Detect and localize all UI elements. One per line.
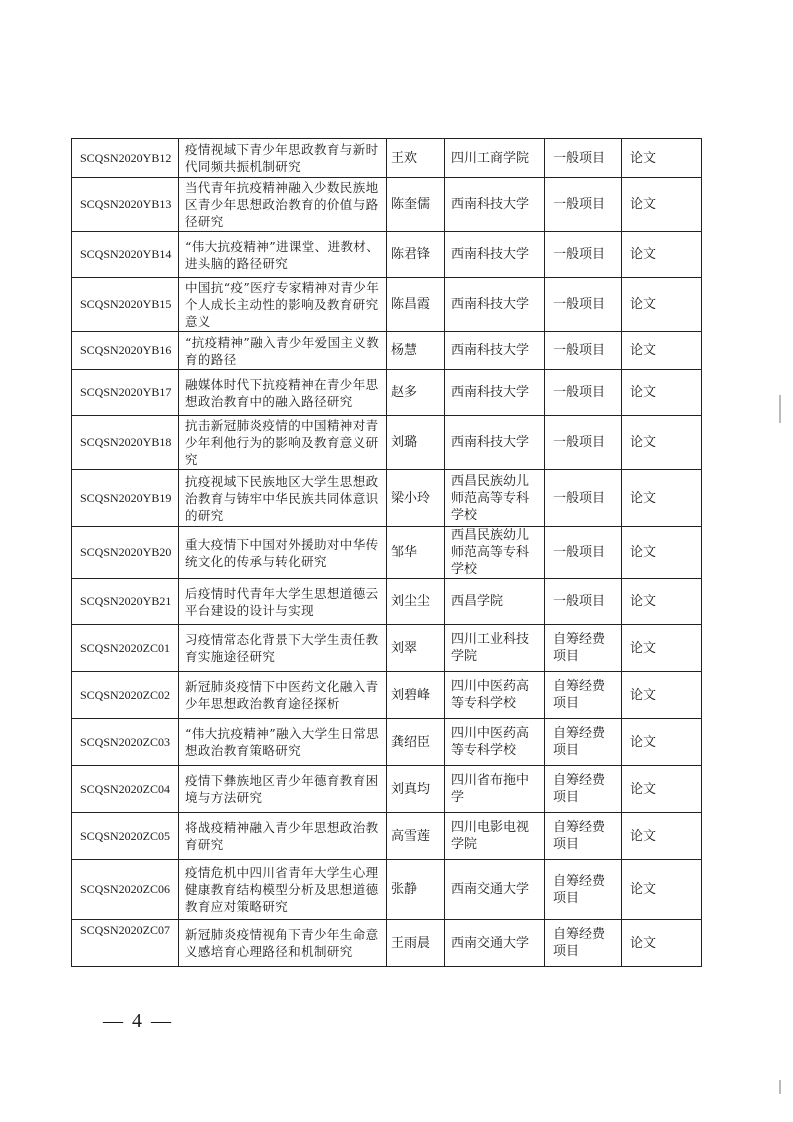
row-type: 论文 [622,416,702,470]
row-institution: 四川工商学院 [445,139,545,178]
table-row [72,178,702,232]
table-row [72,332,702,370]
row-code: SCQSN2020YB20 [72,527,179,579]
row-code: SCQSN2020ZC07 [72,920,179,967]
row-title: 中国抗“疫”医疗专家精神对青少年个人成长主动性的影响及教育研究意义 [179,278,387,332]
row-institution: 西南交通大学 [445,920,545,967]
row-institution: 西南科技大学 [445,278,545,332]
row-name: 邹华 [387,527,445,579]
row-code: SCQSN2020ZC03 [72,719,179,766]
row-title: “伟大抗疫精神”进课堂、进教材、进头脑的路径研究 [179,232,387,278]
row-title: 融媒体时代下抗疫精神在青少年思想政治教育中的融入路径研究 [179,370,387,416]
row-category: 一般项目 [545,370,622,416]
row-code: SCQSN2020ZC05 [72,813,179,860]
row-type: 论文 [622,527,702,579]
row-name: 刘璐 [387,416,445,470]
row-name: 刘真均 [387,766,445,813]
row-code: SCQSN2020YB18 [72,416,179,470]
row-title: 习疫情常态化背景下大学生责任教育实施途径研究 [179,625,387,672]
table-row [72,672,702,719]
row-title: 后疫情时代青年大学生思想道德云平台建设的设计与实现 [179,579,387,625]
row-category: 一般项目 [545,232,622,278]
table-row [72,766,702,813]
row-title: 新冠肺炎疫情下中医药文化融入青少年思想政治教育途径探析 [179,672,387,719]
table-row [72,860,702,920]
row-institution: 四川省布拖中学 [445,766,545,813]
row-code: SCQSN2020ZC02 [72,672,179,719]
row-category: 一般项目 [545,139,622,178]
row-title: “伟大抗疫精神”融入大学生日常思想政治教育策略研究 [179,719,387,766]
row-institution: 四川工业科技学院 [445,625,545,672]
row-institution: 西昌学院 [445,579,545,625]
table-row [72,527,702,579]
row-name: 刘碧峰 [387,672,445,719]
row-type: 论文 [622,278,702,332]
row-name: 张静 [387,860,445,920]
row-title: 重大疫情下中国对外援助对中华传统文化的传承与转化研究 [179,527,387,579]
row-type: 论文 [622,719,702,766]
row-type: 论文 [622,672,702,719]
row-type: 论文 [622,813,702,860]
row-institution: 西南科技大学 [445,178,545,232]
scan-mark [779,1080,781,1094]
row-title: 抗疫视域下民族地区大学生思想政治教育与铸牢中华民族共同体意识的研究 [179,470,387,527]
row-category: 一般项目 [545,178,622,232]
row-type: 论文 [622,232,702,278]
project-table [71,138,702,967]
row-type: 论文 [622,579,702,625]
row-name: 刘翠 [387,625,445,672]
row-institution: 西南科技大学 [445,232,545,278]
row-category: 自筹经费项目 [545,813,622,860]
row-title: 疫情下彝族地区青少年德育教育困境与方法研究 [179,766,387,813]
row-category: 自筹经费项目 [545,719,622,766]
table-row [72,139,702,178]
row-title: 新冠肺炎疫情视角下青少年生命意义感培育心理路径和机制研究 [179,920,387,967]
row-name: 梁小玲 [387,470,445,527]
row-title: 疫情危机中四川省青年大学生心理健康教育结构模型分析及思想道德教育应对策略研究 [179,860,387,920]
row-code: SCQSN2020YB13 [72,178,179,232]
row-type: 论文 [622,625,702,672]
row-category: 一般项目 [545,470,622,527]
row-type: 论文 [622,920,702,967]
table-row [72,470,702,527]
row-name: 赵多 [387,370,445,416]
row-category: 自筹经费项目 [545,625,622,672]
row-institution: 西南科技大学 [445,370,545,416]
row-name: 陈昌霞 [387,278,445,332]
row-code: SCQSN2020YB16 [72,332,179,370]
row-name: 陈君锋 [387,232,445,278]
row-title: “抗疫精神”融入青少年爱国主义教育的路径 [179,332,387,370]
row-name: 高雪莲 [387,813,445,860]
row-institution: 四川中医药高等专科学校 [445,672,545,719]
table-row [72,813,702,860]
row-code: SCQSN2020YB21 [72,579,179,625]
table-row [72,579,702,625]
row-category: 自筹经费项目 [545,672,622,719]
row-type: 论文 [622,178,702,232]
table-row [72,370,702,416]
row-type: 论文 [622,766,702,813]
row-institution: 四川电影电视学院 [445,813,545,860]
row-category: 一般项目 [545,416,622,470]
row-name: 王雨晨 [387,920,445,967]
row-title: 疫情视域下青少年思政教育与新时代同频共振机制研究 [179,139,387,178]
row-title: 将战疫精神融入青少年思想政治教育研究 [179,813,387,860]
page-number: — 4 — [103,1010,173,1032]
row-type: 论文 [622,139,702,178]
row-code: SCQSN2020YB14 [72,232,179,278]
row-code: SCQSN2020ZC04 [72,766,179,813]
table-row [72,920,702,967]
row-institution: 西南科技大学 [445,416,545,470]
project-table-body [72,139,702,967]
table-row [72,278,702,332]
row-name: 杨慧 [387,332,445,370]
row-type: 论文 [622,860,702,920]
row-title: 当代青年抗疫精神融入少数民族地区青少年思想政治教育的价值与路径研究 [179,178,387,232]
row-type: 论文 [622,470,702,527]
row-category: 自筹经费项目 [545,860,622,920]
row-category: 自筹经费项目 [545,920,622,967]
row-institution: 西南科技大学 [445,332,545,370]
row-category: 一般项目 [545,332,622,370]
row-category: 一般项目 [545,278,622,332]
row-type: 论文 [622,332,702,370]
row-type: 论文 [622,370,702,416]
row-category: 一般项目 [545,579,622,625]
row-code: SCQSN2020ZC01 [72,625,179,672]
row-name: 龚绍臣 [387,719,445,766]
row-institution: 四川中医药高等专科学校 [445,719,545,766]
row-code: SCQSN2020YB17 [72,370,179,416]
row-category: 一般项目 [545,527,622,579]
row-institution: 西南交通大学 [445,860,545,920]
row-institution: 西昌民族幼儿师范高等专科学校 [445,527,545,579]
row-code: SCQSN2020YB12 [72,139,179,178]
row-category: 自筹经费项目 [545,766,622,813]
row-name: 刘尘尘 [387,579,445,625]
row-code: SCQSN2020YB15 [72,278,179,332]
table-row [72,625,702,672]
scan-mark [779,395,781,423]
row-name: 王欢 [387,139,445,178]
row-title: 抗击新冠肺炎疫情的中国精神对青少年利他行为的影响及教育意义研究 [179,416,387,470]
table-row [72,719,702,766]
row-institution: 西昌民族幼儿师范高等专科学校 [445,470,545,527]
row-name: 陈奎儒 [387,178,445,232]
table-row [72,232,702,278]
row-code: SCQSN2020ZC06 [72,860,179,920]
table-row [72,416,702,470]
row-code: SCQSN2020YB19 [72,470,179,527]
